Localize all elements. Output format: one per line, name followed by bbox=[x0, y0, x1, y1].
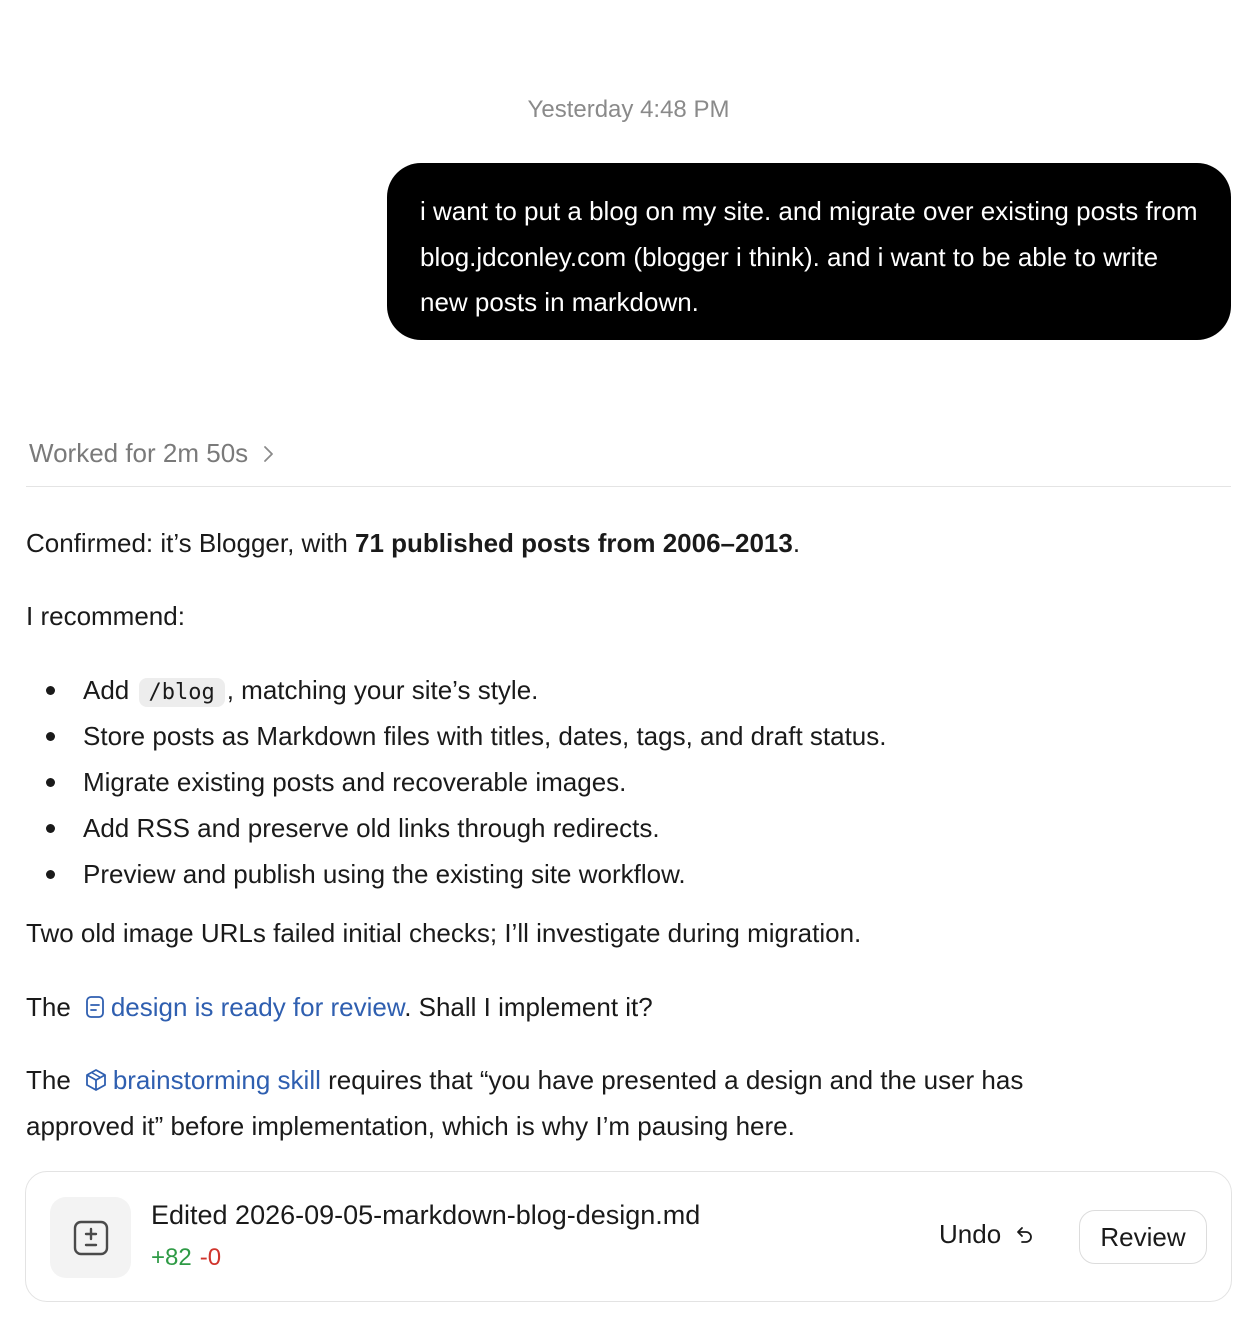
diff-file-icon bbox=[50, 1197, 131, 1278]
skill-paragraph: The brainstorming skill requires that “you have presented a design and the user has approved it” before implementation, which is why I’m pausing here. bbox=[26, 1065, 1024, 1141]
divider bbox=[26, 486, 1231, 487]
undo-label: Undo bbox=[939, 1219, 1002, 1249]
cube-icon bbox=[85, 1068, 107, 1092]
chevron-right-icon bbox=[262, 445, 276, 463]
additions-count: +82 bbox=[151, 1244, 192, 1271]
edited-file-title: Edited 2026-09-05-markdown-blog-design.md bbox=[151, 1200, 701, 1230]
confirmation-paragraph: Confirmed: it’s Blogger, with 71 published posts from 2006–2013. bbox=[26, 528, 801, 558]
list-item: Store posts as Markdown files with titles, dates, tags, and draft status. bbox=[0, 713, 887, 759]
inline-code: /blog bbox=[139, 678, 225, 707]
file-edit-card bbox=[25, 1171, 1232, 1302]
recommend-heading: I recommend: bbox=[26, 601, 185, 631]
recommendation-list bbox=[0, 667, 887, 897]
undo-button[interactable] bbox=[939, 1219, 1035, 1250]
message-timestamp: Yesterday 4:48 PM bbox=[527, 96, 730, 123]
document-icon bbox=[85, 995, 105, 1019]
worked-duration-toggle[interactable] bbox=[29, 438, 276, 469]
confirmation-highlight: 71 published posts from 2006–2013 bbox=[355, 528, 793, 558]
worked-duration-label: Worked for 2m 50s bbox=[29, 438, 249, 468]
design-doc-link[interactable]: design is ready for review bbox=[71, 992, 404, 1022]
list-item: Add /blog , matching your site’s style. bbox=[0, 667, 887, 713]
user-message-bubble: i want to put a blog on my site. and migrate over existing posts from blog.jdconley.com (blogger i think). and i want to be able to write new posts in markdown. bbox=[387, 163, 1231, 340]
list-item: Migrate existing posts and recoverable images. bbox=[0, 759, 887, 805]
list-item: Preview and publish using the existing site workflow. bbox=[0, 851, 887, 897]
brainstorming-skill-link[interactable]: brainstorming skill bbox=[71, 1065, 321, 1095]
review-button[interactable]: Review bbox=[1079, 1210, 1207, 1264]
list-item: Add RSS and preserve old links through redirects. bbox=[0, 805, 887, 851]
image-note-paragraph: Two old image URLs failed initial checks; I’ll investigate during migration. bbox=[26, 918, 862, 948]
diff-stats bbox=[151, 1244, 221, 1272]
undo-icon bbox=[1011, 1223, 1035, 1247]
deletions-count: -0 bbox=[199, 1244, 222, 1271]
design-paragraph: The design is ready for review. Shall I implement it? bbox=[26, 992, 653, 1022]
